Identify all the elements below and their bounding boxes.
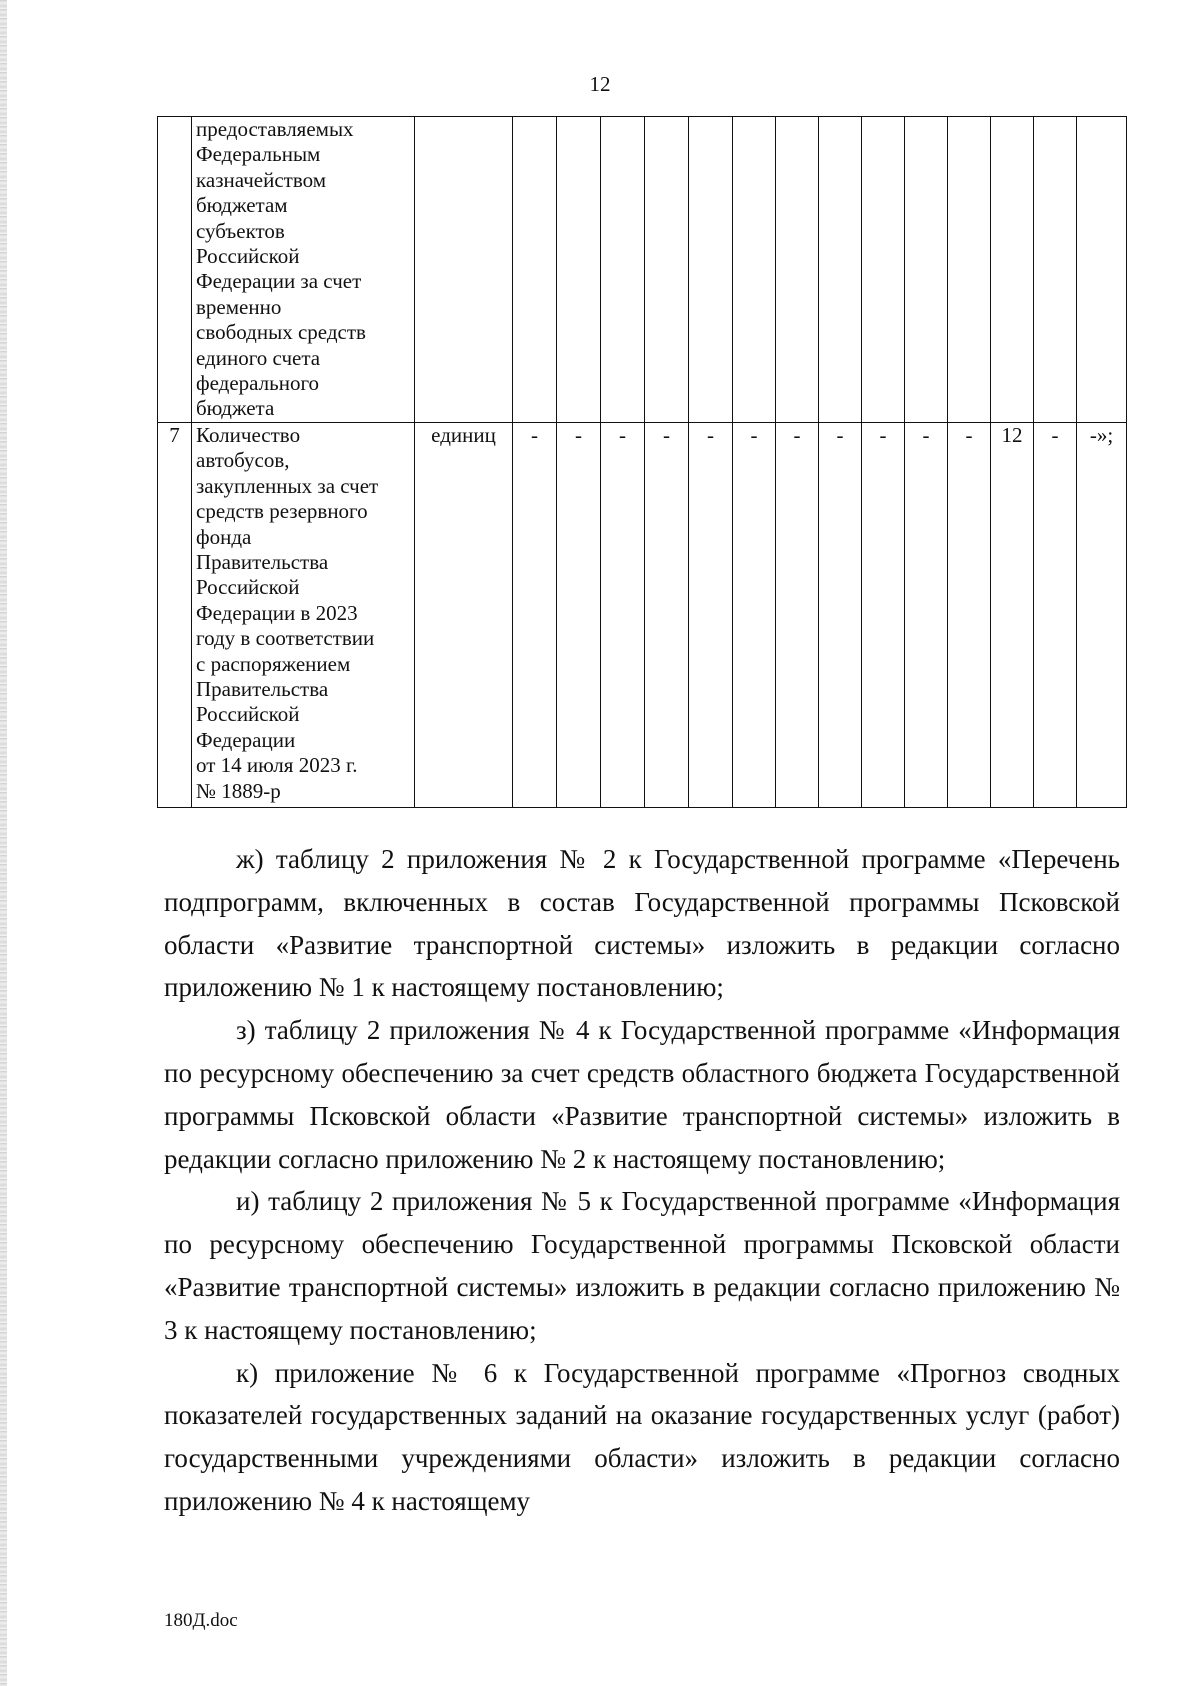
- value-cell: -: [1034, 422, 1077, 807]
- document-body: [164, 838, 1120, 1523]
- value-cell: [905, 117, 948, 423]
- paragraph-zh: ж) таблицу 2 приложения № 2 к Государственной программе «Перечень подпрограмм, включенных в состав Государственной программы Псковской области «Развитие транспортной системы» изложить в редакции согласно приложению № 1 к настоящему постановлению;: [164, 844, 1120, 1003]
- value-cell: -: [819, 422, 862, 807]
- value-cell: [689, 117, 733, 423]
- value-cell: -: [689, 422, 733, 807]
- paragraph-i: и) таблицу 2 приложения № 5 к Государственной программе «Информация по ресурсному обеспечению Государственной программы Псковской области «Развитие транспортной системы» изложить в редакции согласно приложению № 3 к настоящему постановлению;: [164, 1186, 1120, 1345]
- table-row: [158, 117, 1127, 423]
- row-number: [158, 117, 192, 423]
- value-cell: -: [905, 422, 948, 807]
- row-number: 7: [158, 422, 192, 807]
- footer-filename: 180Д.doc: [164, 1610, 238, 1631]
- table-row: [158, 422, 1127, 807]
- value-cell: -: [733, 422, 776, 807]
- value-cell: [557, 117, 601, 423]
- value-cell: [1034, 117, 1077, 423]
- value-cell: [1077, 117, 1127, 423]
- value-cell: -: [513, 422, 557, 807]
- value-cell: -: [776, 422, 819, 807]
- page-number: 12: [589, 72, 611, 96]
- scan-edge: [0, 0, 7, 1686]
- value-cell: [991, 117, 1034, 423]
- value-cell: [513, 117, 557, 423]
- value-cell: [862, 117, 905, 423]
- unit-cell: единиц: [415, 422, 513, 807]
- paragraph-z: з) таблицу 2 приложения № 4 к Государственной программе «Информация по ресурсному обеспечению за счет средств областного бюджета Государственной программы Псковской области «Развитие транспортной системы» изложить в редакции согласно приложению № 2 к настоящему постановлению;: [164, 1015, 1120, 1174]
- unit-cell: [415, 117, 513, 423]
- value-cell: -: [601, 422, 645, 807]
- value-cell: [645, 117, 689, 423]
- value-cell: [948, 117, 991, 423]
- value-cell: -: [557, 422, 601, 807]
- value-cell: [601, 117, 645, 423]
- value-cell: [819, 117, 862, 423]
- indicator-name: предоставляемых Федеральным казначейством бюджетам субъектов Российской Федерации за счет временно свободных средств единого счета федерального бюджета: [192, 117, 415, 423]
- indicator-name: Количество автобусов, закупленных за счет средств резервного фонда Правительства Российской Федерации в 2023 году в соответствии с распоряжением Правительства Российской Федерации от 14 июля 2023 г. № 1889-р: [192, 422, 415, 807]
- indicators-table: [157, 116, 1127, 808]
- paragraph-k: к) приложение № 6 к Государственной программе «Прогноз сводных показателей государственных заданий на оказание государственных услуг (работ) государственными учреждениями области» изложить в редакции согласно приложению № 4 к настоящему: [164, 1357, 1120, 1516]
- value-cell: [733, 117, 776, 423]
- value-cell: -: [645, 422, 689, 807]
- value-cell: -»;: [1077, 422, 1127, 807]
- value-cell: [776, 117, 819, 423]
- value-cell: 12: [991, 422, 1034, 807]
- value-cell: -: [948, 422, 991, 807]
- value-cell: -: [862, 422, 905, 807]
